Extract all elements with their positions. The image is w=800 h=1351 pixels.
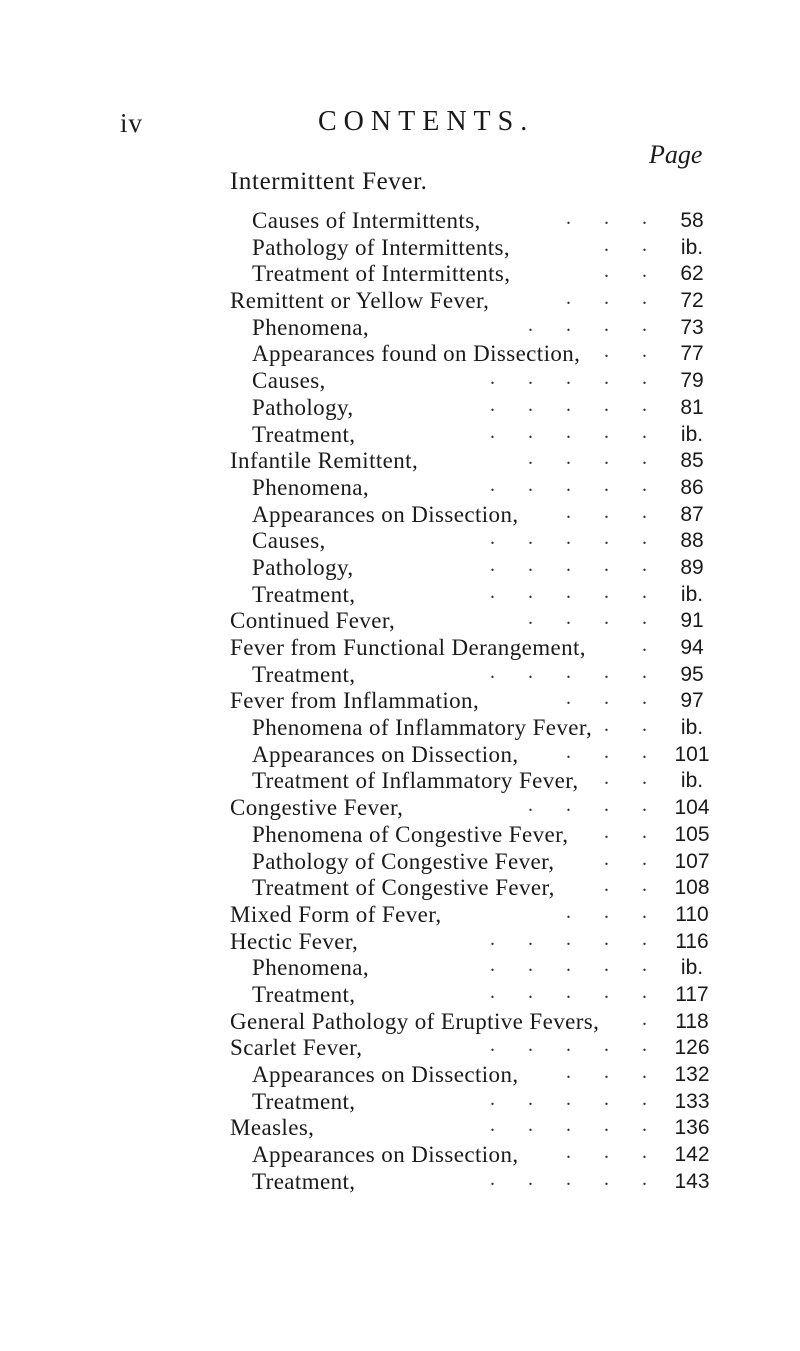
toc-entry-title: Fever from Functional Derangement, bbox=[230, 635, 586, 660]
toc-entry-title: Mixed Form of Fever, bbox=[230, 901, 442, 927]
leader-dot: . bbox=[490, 367, 496, 390]
leader-dot: . bbox=[528, 447, 534, 470]
toc-entry bbox=[0, 635, 800, 662]
toc-entry bbox=[0, 902, 800, 929]
toc-entry-title: Treatment, bbox=[252, 1168, 356, 1194]
toc-entry-page: ib. bbox=[680, 582, 704, 606]
toc-entry-title: Appearances found on Dissection, bbox=[252, 341, 581, 367]
leader-dot: . bbox=[604, 207, 610, 229]
toc-entry-title: Phenomena, bbox=[252, 474, 370, 500]
toc-entry-title: Continued Fever, bbox=[230, 608, 396, 634]
toc-entry bbox=[0, 1169, 800, 1196]
leader-dot: . bbox=[490, 1114, 496, 1137]
toc-entry-title: Phenomena of Inflammatory Fever, bbox=[252, 715, 593, 741]
leader-dot: . bbox=[642, 900, 648, 923]
toc-entry-page: 73 bbox=[680, 315, 704, 339]
toc-entry bbox=[0, 1062, 800, 1089]
toc-entry-title: Causes of Intermittents, bbox=[252, 208, 481, 233]
leader-dot: . bbox=[642, 553, 648, 576]
toc-entry-title: Infantile Remittent, bbox=[230, 448, 419, 474]
leader-dot: . bbox=[566, 1167, 572, 1190]
toc-entry-title: Treatment, bbox=[252, 421, 356, 447]
leader-dot: . bbox=[604, 607, 610, 630]
leader-dot: . bbox=[642, 500, 648, 523]
leader-dot: . bbox=[642, 420, 648, 443]
leader-dot: . bbox=[642, 1061, 648, 1083]
leader-dot: . bbox=[642, 740, 648, 763]
toc-entry-page: 107 bbox=[674, 849, 710, 873]
leader-dot: . bbox=[490, 580, 496, 603]
leader-dot: . bbox=[604, 420, 610, 443]
toc-entry-title: Phenomena, bbox=[252, 955, 370, 981]
leader-dot: . bbox=[642, 313, 648, 336]
leader-dot: . bbox=[604, 687, 610, 710]
leader-dot: . bbox=[528, 393, 534, 416]
leader-dot: . bbox=[566, 687, 572, 710]
leader-dot: . bbox=[604, 847, 610, 870]
toc-entry-page: 142 bbox=[674, 1143, 710, 1167]
toc-entry bbox=[0, 288, 800, 315]
toc-entry bbox=[0, 315, 800, 342]
toc-entry bbox=[0, 982, 800, 1009]
leader-dot: . bbox=[566, 794, 572, 817]
toc-entry-title: Treatment, bbox=[252, 1088, 356, 1114]
toc-entry-page: 81 bbox=[680, 395, 704, 419]
leader-dot: . bbox=[604, 1034, 610, 1057]
leader-dot: . bbox=[566, 980, 572, 1003]
toc-entry-page: 132 bbox=[674, 1063, 710, 1086]
toc-entry-page: 86 bbox=[680, 475, 704, 499]
leader-dot: . bbox=[528, 527, 534, 550]
toc-entry bbox=[0, 849, 800, 876]
leader-dot: . bbox=[566, 553, 572, 576]
toc-entry-title: Treatment, bbox=[252, 661, 356, 687]
leader-dot: . bbox=[528, 660, 534, 683]
toc-entry-page: 110 bbox=[675, 902, 709, 926]
leader-dot: . bbox=[642, 634, 648, 656]
toc-entry bbox=[0, 795, 800, 822]
leader-dot: . bbox=[528, 1034, 534, 1057]
leader-dot: . bbox=[642, 714, 648, 737]
leader-dot: . bbox=[566, 954, 572, 977]
running-title: CONTENTS. bbox=[318, 106, 535, 137]
leader-dot: . bbox=[642, 367, 648, 390]
toc-entry-page: 104 bbox=[674, 796, 710, 820]
toc-entry-title: Causes, bbox=[252, 368, 326, 394]
toc-entry bbox=[0, 929, 800, 956]
leader-dot: . bbox=[604, 714, 610, 737]
toc-entry bbox=[0, 582, 800, 609]
toc-entry-page: 108 bbox=[674, 876, 710, 900]
leader-dot: . bbox=[642, 874, 648, 897]
leader-dot: . bbox=[528, 580, 534, 603]
leader-dot: . bbox=[604, 900, 610, 923]
leader-dot: . bbox=[566, 447, 572, 470]
toc-entry-title: Congestive Fever, bbox=[230, 795, 404, 821]
toc-entry-title: Appearances on Dissection, bbox=[252, 741, 519, 767]
toc-entry-title: Measles, bbox=[230, 1115, 315, 1141]
leader-dot: . bbox=[490, 420, 496, 443]
leader-dot: . bbox=[642, 260, 648, 283]
leader-dot: . bbox=[604, 1167, 610, 1190]
toc-entry-page: 72 bbox=[680, 289, 704, 313]
leader-dot: . bbox=[528, 473, 534, 496]
leader-dot: . bbox=[642, 527, 648, 550]
leader-dot: . bbox=[528, 794, 534, 817]
leader-dot: . bbox=[566, 500, 572, 523]
toc-entry-page: 77 bbox=[680, 342, 704, 366]
leader-dot: . bbox=[528, 1167, 534, 1190]
toc-entry-page: 87 bbox=[680, 502, 704, 526]
leader-dot: . bbox=[566, 473, 572, 496]
leader-dot: . bbox=[490, 954, 496, 977]
leader-dot: . bbox=[566, 580, 572, 603]
toc-entry-page: 79 bbox=[680, 369, 704, 393]
toc-entry-title: Pathology, bbox=[252, 554, 354, 580]
leader-dot: . bbox=[604, 1114, 610, 1137]
leader-dot: . bbox=[604, 874, 610, 897]
leader-dot: . bbox=[642, 980, 648, 1003]
toc-entry-title: Appearances on Dissection, bbox=[252, 1062, 519, 1087]
leader-dot: . bbox=[642, 233, 648, 256]
toc-entry bbox=[0, 235, 800, 262]
toc-entry-page: 116 bbox=[675, 929, 709, 953]
toc-entry bbox=[0, 1089, 800, 1116]
leader-dot: . bbox=[642, 287, 648, 310]
leader-dot: . bbox=[642, 927, 648, 950]
leader-dot: . bbox=[490, 393, 496, 416]
toc-entry-page: 143 bbox=[674, 1169, 710, 1193]
leader-dot: . bbox=[604, 393, 610, 416]
leader-dot: . bbox=[528, 313, 534, 336]
leader-dot: . bbox=[642, 607, 648, 630]
leader-dot: . bbox=[604, 367, 610, 390]
leader-dot: . bbox=[604, 553, 610, 576]
toc-entry-title: Treatment, bbox=[252, 581, 356, 607]
toc-entry-page: 85 bbox=[680, 449, 704, 473]
page-column-label: Page bbox=[649, 140, 703, 169]
leader-dot: . bbox=[642, 447, 648, 470]
toc-entry-page: 58 bbox=[680, 209, 704, 232]
leader-dot: . bbox=[642, 954, 648, 977]
toc-entry bbox=[0, 1115, 800, 1142]
toc-entry-title: Hectic Fever, bbox=[230, 928, 359, 954]
leader-dot: . bbox=[642, 340, 648, 363]
toc-entry-title: General Pathology of Eruptive Fevers, bbox=[230, 1008, 600, 1034]
leader-dot: . bbox=[642, 1114, 648, 1137]
toc-entry-title: Pathology of Congestive Fever, bbox=[252, 848, 555, 874]
toc-entry bbox=[0, 208, 800, 235]
leader-dot: . bbox=[604, 980, 610, 1003]
leader-dot: . bbox=[490, 527, 496, 550]
leader-dot: . bbox=[604, 233, 610, 256]
toc-entry-title: Remittent or Yellow Fever, bbox=[230, 288, 490, 314]
section-heading: Intermittent Fever. bbox=[230, 168, 428, 195]
toc-entry-title: Fever from Inflammation, bbox=[230, 688, 480, 714]
leader-dot: . bbox=[490, 473, 496, 496]
toc-entry-page: 133 bbox=[674, 1089, 710, 1113]
toc-entry bbox=[0, 448, 800, 475]
toc-entry-title: Treatment, bbox=[252, 981, 356, 1007]
toc-entry bbox=[0, 955, 800, 982]
leader-dot: . bbox=[490, 980, 496, 1003]
toc-entry bbox=[0, 261, 800, 288]
leader-dot: . bbox=[642, 687, 648, 710]
leader-dot: . bbox=[642, 580, 648, 603]
contents-list bbox=[0, 208, 800, 1195]
leader-dot: . bbox=[528, 980, 534, 1003]
toc-entry bbox=[0, 1035, 800, 1062]
leader-dot: . bbox=[642, 767, 648, 790]
toc-entry bbox=[0, 688, 800, 715]
leader-dot: . bbox=[490, 1034, 496, 1057]
leader-dot: . bbox=[604, 1141, 610, 1164]
toc-entry-page: 95 bbox=[680, 662, 704, 686]
leader-dot: . bbox=[604, 500, 610, 523]
leader-dot: . bbox=[566, 313, 572, 336]
toc-entry-page: ib. bbox=[680, 235, 704, 259]
leader-dot: . bbox=[528, 1087, 534, 1110]
leader-dot: . bbox=[642, 393, 648, 416]
leader-dot: . bbox=[528, 553, 534, 576]
leader-dot: . bbox=[566, 527, 572, 550]
toc-entry-page: 62 bbox=[680, 262, 704, 286]
leader-dot: . bbox=[490, 1087, 496, 1110]
toc-entry bbox=[0, 475, 800, 502]
toc-entry bbox=[0, 875, 800, 902]
toc-entry-page: 94 bbox=[680, 636, 704, 659]
leader-dot: . bbox=[566, 1141, 572, 1164]
toc-entry bbox=[0, 1142, 800, 1169]
toc-entry bbox=[0, 341, 800, 368]
leader-dot: . bbox=[604, 580, 610, 603]
leader-dot: . bbox=[604, 287, 610, 310]
toc-entry-page: 101 bbox=[674, 742, 710, 766]
toc-entry-title: Treatment of Congestive Fever, bbox=[252, 875, 555, 901]
leader-dot: . bbox=[642, 1087, 648, 1110]
leader-dot: . bbox=[642, 847, 648, 870]
toc-entry-title: Pathology of Intermittents, bbox=[252, 234, 511, 260]
leader-dot: . bbox=[604, 527, 610, 550]
toc-entry-page: 89 bbox=[680, 555, 704, 579]
leader-dot: . bbox=[566, 1087, 572, 1110]
toc-entry-page: ib. bbox=[680, 956, 704, 980]
toc-entry bbox=[0, 555, 800, 582]
toc-entry-title: Appearances on Dissection, bbox=[252, 501, 519, 527]
toc-entry-title: Pathology, bbox=[252, 394, 354, 420]
leader-dot: . bbox=[528, 954, 534, 977]
leader-dot: . bbox=[566, 207, 572, 229]
leader-dot: . bbox=[604, 954, 610, 977]
leader-dot: . bbox=[642, 473, 648, 496]
toc-entry-page: 126 bbox=[674, 1036, 710, 1060]
leader-dot: . bbox=[490, 1167, 496, 1190]
toc-entry bbox=[0, 528, 800, 555]
toc-entry-title: Phenomena, bbox=[252, 314, 370, 340]
toc-entry-title: Phenomena of Congestive Fever, bbox=[252, 821, 569, 847]
toc-entry bbox=[0, 1009, 800, 1036]
leader-dot: . bbox=[566, 1034, 572, 1057]
leader-dot: . bbox=[566, 420, 572, 443]
leader-dot: . bbox=[566, 660, 572, 683]
toc-entry-title: Treatment of Inflammatory Fever, bbox=[252, 768, 579, 794]
toc-entry bbox=[0, 742, 800, 769]
toc-entry bbox=[0, 395, 800, 422]
leader-dot: . bbox=[566, 393, 572, 416]
leader-dot: . bbox=[642, 1141, 648, 1164]
toc-entry-page: ib. bbox=[680, 422, 704, 446]
leader-dot: . bbox=[604, 767, 610, 790]
leader-dot: . bbox=[642, 1034, 648, 1057]
toc-entry-title: Treatment of Intermittents, bbox=[252, 261, 511, 287]
leader-dot: . bbox=[490, 660, 496, 683]
toc-entry-title: Scarlet Fever, bbox=[230, 1035, 363, 1061]
toc-entry-title: Appearances on Dissection, bbox=[252, 1142, 519, 1168]
toc-entry-page: 118 bbox=[675, 1009, 709, 1033]
toc-entry-page: ib. bbox=[680, 716, 704, 740]
leader-dot: . bbox=[604, 1087, 610, 1110]
leader-dot: . bbox=[566, 927, 572, 950]
toc-entry bbox=[0, 715, 800, 742]
leader-dot: . bbox=[642, 1007, 648, 1030]
leader-dot: . bbox=[604, 927, 610, 950]
toc-entry bbox=[0, 662, 800, 689]
leader-dot: . bbox=[604, 313, 610, 336]
leader-dot: . bbox=[528, 420, 534, 443]
leader-dot: . bbox=[642, 207, 648, 229]
leader-dot: . bbox=[528, 927, 534, 950]
leader-dot: . bbox=[490, 927, 496, 950]
leader-dot: . bbox=[604, 740, 610, 763]
leader-dot: . bbox=[642, 794, 648, 817]
toc-entry-page: 117 bbox=[675, 982, 709, 1006]
leader-dot: . bbox=[604, 820, 610, 843]
leader-dot: . bbox=[604, 660, 610, 683]
leader-dot: . bbox=[604, 260, 610, 283]
leader-dot: . bbox=[566, 740, 572, 763]
leader-dot: . bbox=[566, 1114, 572, 1137]
toc-entry-page: ib. bbox=[680, 769, 704, 793]
leader-dot: . bbox=[604, 340, 610, 363]
toc-entry bbox=[0, 768, 800, 795]
leader-dot: . bbox=[604, 473, 610, 496]
leader-dot: . bbox=[642, 820, 648, 843]
toc-entry bbox=[0, 368, 800, 395]
leader-dot: . bbox=[566, 607, 572, 630]
leader-dot: . bbox=[566, 287, 572, 310]
leader-dot: . bbox=[566, 1061, 572, 1083]
toc-entry-page: 88 bbox=[680, 529, 704, 553]
page-number: iv bbox=[120, 108, 144, 138]
leader-dot: . bbox=[604, 794, 610, 817]
toc-entry-page: 91 bbox=[680, 609, 704, 633]
toc-entry-page: 105 bbox=[674, 822, 710, 846]
leader-dot: . bbox=[604, 447, 610, 470]
toc-entry bbox=[0, 822, 800, 849]
leader-dot: . bbox=[604, 1061, 610, 1083]
leader-dot: . bbox=[566, 367, 572, 390]
leader-dot: . bbox=[528, 367, 534, 390]
toc-entry bbox=[0, 422, 800, 449]
leader-dot: . bbox=[566, 900, 572, 923]
toc-entry-page: 136 bbox=[674, 1116, 710, 1140]
leader-dot: . bbox=[528, 607, 534, 630]
toc-entry bbox=[0, 502, 800, 529]
toc-entry-page: 97 bbox=[680, 689, 704, 713]
leader-dot: . bbox=[490, 553, 496, 576]
leader-dot: . bbox=[642, 1167, 648, 1190]
toc-entry-title: Causes, bbox=[252, 528, 326, 554]
leader-dot: . bbox=[528, 1114, 534, 1137]
toc-entry bbox=[0, 608, 800, 635]
leader-dot: . bbox=[642, 660, 648, 683]
